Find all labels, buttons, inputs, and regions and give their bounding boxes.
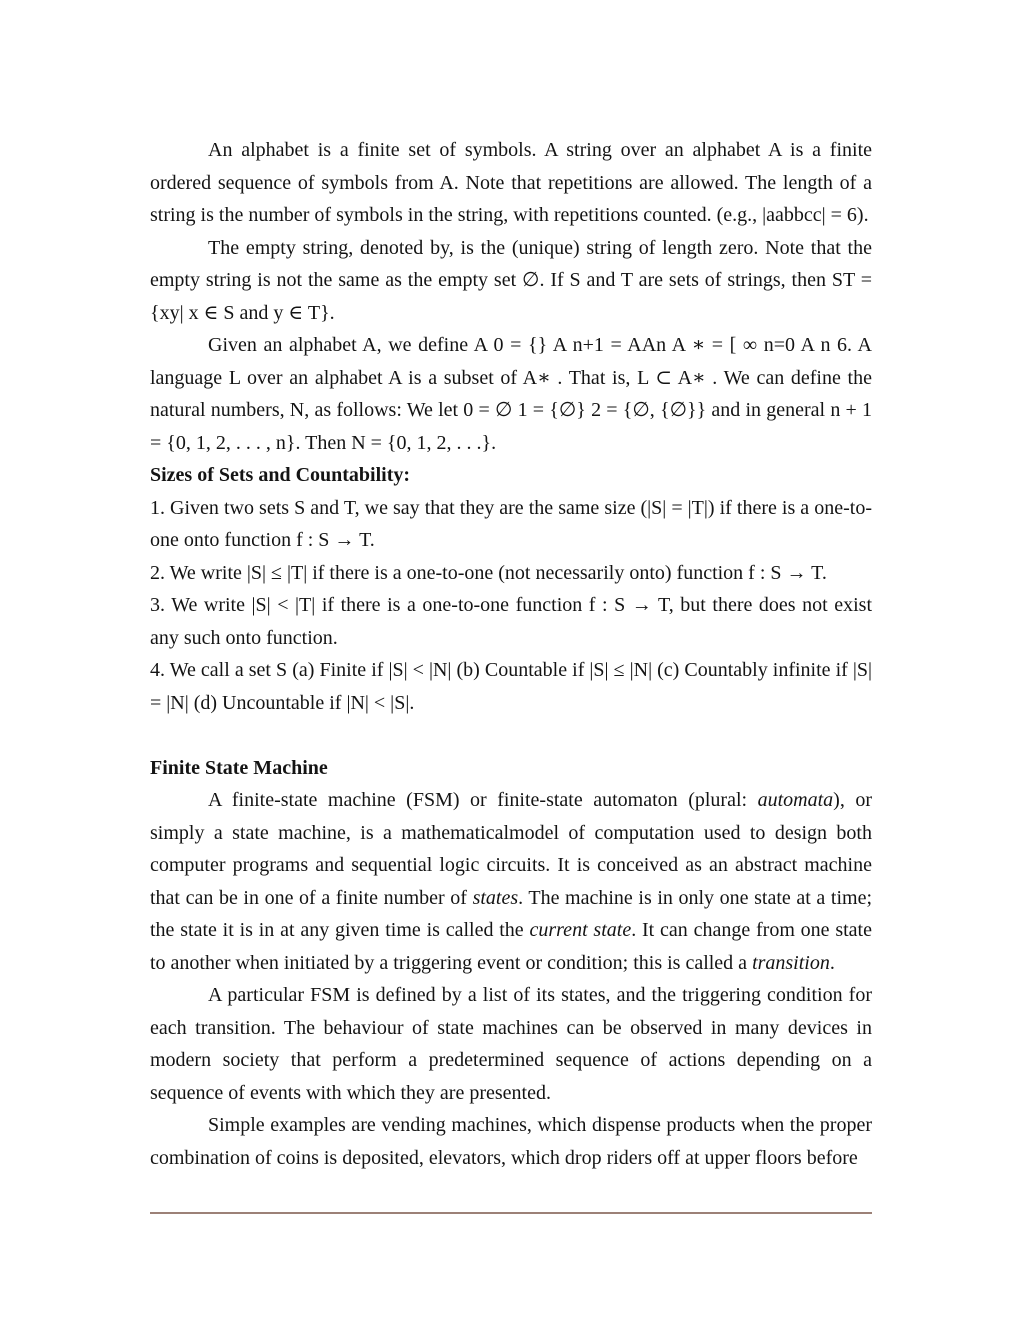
fsm-intro-segment: . It can change from one state to another when initiated by a triggering event or condition; this is called a xyxy=(150,919,872,974)
list-item-strictly-less: 3. We write |S| < |T| if there is a one-to-one function f : S → T, but there does not exist any such onto function. xyxy=(150,594,872,649)
fsm-intro-segment: . xyxy=(829,951,835,974)
fsm-intro-term-current-state: current state xyxy=(529,919,632,941)
paragraph-fsm-examples: Simple examples are vending machines, which dispense products when the proper combination of coins is deposited, elevators, which drop riders off at upper floors before xyxy=(150,1114,872,1169)
heading-finite-state-machine: Finite State Machine xyxy=(150,756,328,779)
document-body xyxy=(150,134,872,1174)
list-item-countability-definitions: 4. We call a set S (a) Finite if |S| < |N| (b) Countable if |S| ≤ |N| (c) Countably infinite if |S| = |N| (d) Uncountable if |N| < |S|. xyxy=(150,659,872,714)
fsm-intro-term-transition: transition xyxy=(752,951,830,974)
heading-sizes-of-sets: Sizes of Sets and Countability: xyxy=(150,464,411,486)
paragraph-fsm-defined: A particular FSM is defined by a list of its states, and the triggering condition for each transition. The behaviour of state machines can be observed in many devices in modern society that perform a predetermined sequence of actions depending on a sequence of events with which they are presented. xyxy=(150,984,872,1104)
footer-divider xyxy=(150,1212,872,1214)
fsm-intro-term-states: states xyxy=(472,886,519,909)
paragraph-empty-string: The empty string, denoted by, is the (unique) string of length zero. Note that the empty string is not the same as the empty set ∅. If S and T are sets of strings, then ST = {xy| x ∈ S and y ∈ T}. xyxy=(150,236,872,324)
fsm-intro-term-automata: automata xyxy=(757,789,834,811)
paragraph-fsm-intro xyxy=(150,784,872,979)
paragraph-language-naturals: Given an alphabet A, we define A 0 = {} A n+1 = AAn A ∗ = [ ∞ n=0 A n 6. A language L over an alphabet A is a subset of A∗ . That is, L ⊂ A∗ . We can define the natural numbers, N, as follows: We let 0 = ∅ 1 = {∅} 2 = {∅, {∅}} and in general n + 1 = {0, 1, 2, . . . , n}. Then N = {0, 1, 2, . . .}. xyxy=(150,334,872,454)
fsm-intro-segment: A finite-state machine (FSM) or finite-state automaton (plural: xyxy=(208,789,758,811)
list-item-less-equal: 2. We write |S| ≤ |T| if there is a one-to-one (not necessarily onto) function f : S → T. xyxy=(150,561,827,584)
fsm-intro-segment: ), or simply a state machine, is a mathematicalmodel of computation used to design both computer programs and sequential logic circuits. It is conceived as an abstract machine that can be in one of a finite number of xyxy=(150,789,872,909)
list-item-same-size: 1. Given two sets S and T, we say that they are the same size (|S| = |T|) if there is a one-to-one onto function f : S → T. xyxy=(150,496,872,551)
paragraph-alphabet: An alphabet is a finite set of symbols. A string over an alphabet A is a finite ordered sequence of symbols from A. Note that repetitions are allowed. The length of a string is the number of symbols in the string, with repetitions counted. (e.g., |aabbcc| = 6). xyxy=(150,139,872,226)
fsm-intro-segment: . The machine is in only one state at a time; the state it is in at any given time is called the xyxy=(150,886,872,941)
